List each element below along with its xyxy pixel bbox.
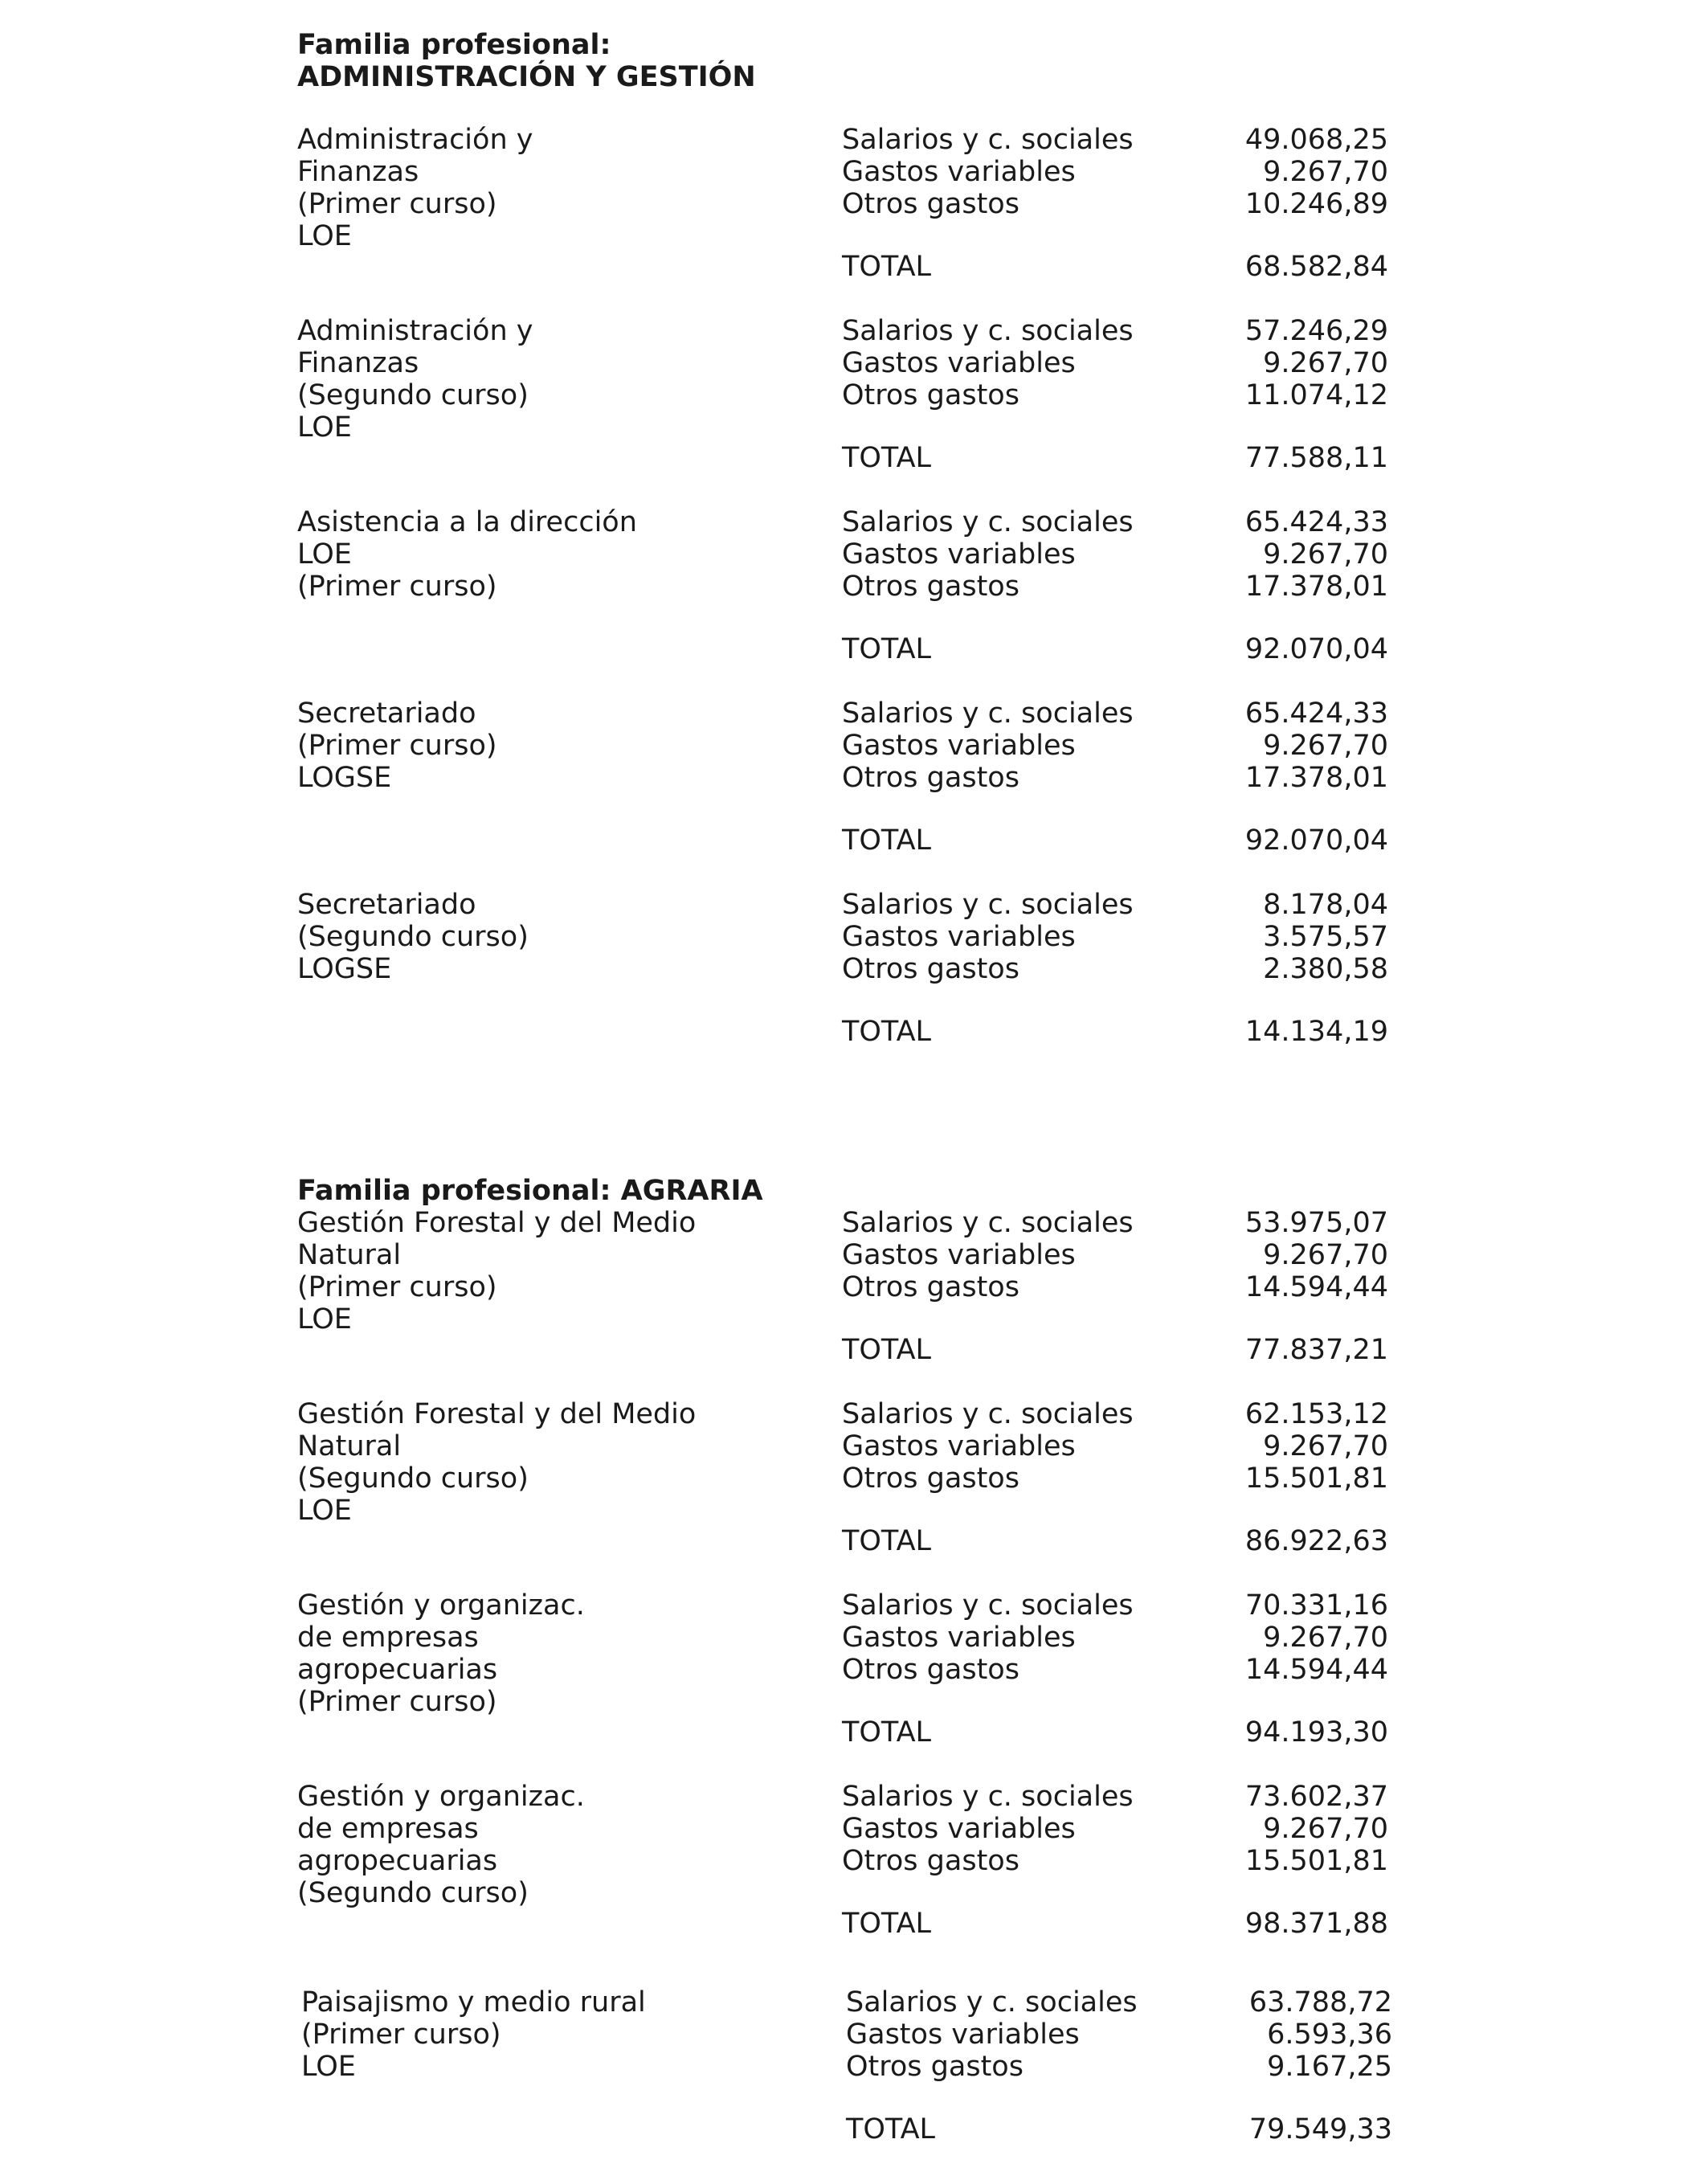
cost-item-value: 9.267,70 <box>1263 347 1388 379</box>
cost-item-row <box>842 1462 1404 1495</box>
cost-item-label: Gastos variables <box>842 921 1076 953</box>
desc-line: Natural <box>297 1430 402 1462</box>
total-row <box>842 442 1404 474</box>
cost-item-row <box>842 1239 1404 1271</box>
desc-line: LOGSE <box>297 953 392 985</box>
cost-item-label: Salarios y c. sociales <box>842 889 1134 921</box>
total-label: TOTAL <box>846 2113 936 2145</box>
cost-item-row <box>842 921 1404 953</box>
total-row <box>842 1716 1404 1749</box>
entry-description <box>297 1207 779 1335</box>
desc-line: Gestión y organizac. <box>297 1589 585 1622</box>
total-value: 92.070,04 <box>1244 633 1388 665</box>
desc-line: agropecuarias <box>297 1654 498 1686</box>
cost-item-label: Otros gastos <box>842 762 1019 794</box>
cost-item-label: Salarios y c. sociales <box>846 1986 1138 2019</box>
cost-item-value: 9.267,70 <box>1263 1622 1388 1654</box>
cost-item-value: 15.501,81 <box>1244 1845 1388 1877</box>
total-label: TOTAL <box>842 1716 932 1749</box>
total-row <box>846 2113 1408 2145</box>
total-value: 77.588,11 <box>1244 442 1388 474</box>
total-label: TOTAL <box>842 1016 932 1048</box>
cost-item-row <box>842 1430 1404 1462</box>
cost-item-label: Otros gastos <box>842 571 1019 603</box>
total-label: TOTAL <box>842 442 932 474</box>
total-row <box>842 824 1404 857</box>
cost-item-label: Gastos variables <box>846 2019 1080 2051</box>
family-title-agraria <box>297 1175 763 1207</box>
cost-item-row <box>842 1654 1404 1686</box>
family-title-line: ADMINISTRACIÓN Y GESTIÓN <box>297 61 756 93</box>
cost-item-value: 9.167,25 <box>1267 2051 1392 2083</box>
total-value: 77.837,21 <box>1244 1334 1388 1366</box>
total-value: 98.371,88 <box>1244 1908 1388 1940</box>
cost-item-row <box>842 379 1404 411</box>
total-row <box>842 251 1404 283</box>
desc-line: (Segundo curso) <box>297 1462 529 1495</box>
cost-item-row <box>842 315 1404 347</box>
desc-line: Gestión y organizac. <box>297 1781 585 1813</box>
cost-item-row <box>842 1845 1404 1877</box>
cost-item-value: 2.380,58 <box>1263 953 1388 985</box>
desc-line: LOE <box>297 538 352 571</box>
cost-item-label: Gastos variables <box>842 730 1076 762</box>
cost-item-label: Otros gastos <box>846 2051 1024 2083</box>
cost-item-row <box>842 889 1404 921</box>
desc-line: Finanzas <box>297 347 419 379</box>
total-value: 68.582,84 <box>1244 251 1388 283</box>
cost-item-label: Salarios y c. sociales <box>842 697 1134 730</box>
entry-description <box>297 315 779 444</box>
cost-item-label: Otros gastos <box>842 1462 1019 1495</box>
cost-item-row <box>842 1813 1404 1845</box>
desc-line: de empresas <box>297 1622 479 1654</box>
cost-item-row <box>842 347 1404 379</box>
total-row <box>842 1016 1404 1048</box>
cost-item-label: Salarios y c. sociales <box>842 124 1134 156</box>
total-label: TOTAL <box>842 1908 932 1940</box>
desc-line: Secretariado <box>297 889 476 921</box>
cost-item-label: Gastos variables <box>842 1622 1076 1654</box>
cost-item-label: Otros gastos <box>842 188 1019 220</box>
desc-line: Finanzas <box>297 156 419 188</box>
cost-items <box>842 124 1404 283</box>
desc-line: Administración y <box>297 315 533 347</box>
entry-description <box>297 1781 779 1909</box>
cost-item-value: 11.074,12 <box>1244 379 1388 411</box>
total-row <box>842 1908 1404 1940</box>
cost-items <box>842 1398 1404 1557</box>
total-value: 14.134,19 <box>1244 1016 1388 1048</box>
cost-item-label: Gastos variables <box>842 1430 1076 1462</box>
cost-item-value: 53.975,07 <box>1244 1207 1388 1239</box>
cost-items <box>842 315 1404 474</box>
desc-line: Asistencia a la dirección <box>297 506 637 538</box>
cost-items <box>842 506 1404 665</box>
cost-item-value: 9.267,70 <box>1263 1813 1388 1845</box>
desc-line: (Primer curso) <box>297 571 497 603</box>
cost-item-row <box>846 2019 1408 2051</box>
total-label: TOTAL <box>842 251 932 283</box>
cost-item-row <box>842 571 1404 603</box>
cost-items <box>842 1207 1404 1366</box>
total-value: 94.193,30 <box>1244 1716 1388 1749</box>
cost-item-label: Gastos variables <box>842 156 1076 188</box>
cost-item-value: 65.424,33 <box>1244 697 1388 730</box>
cost-items <box>846 1986 1408 2145</box>
cost-item-label: Salarios y c. sociales <box>842 315 1134 347</box>
cost-item-label: Otros gastos <box>842 1271 1019 1303</box>
desc-line: Gestión Forestal y del Medio <box>297 1207 697 1239</box>
cost-item-row <box>842 538 1404 571</box>
cost-item-label: Otros gastos <box>842 379 1019 411</box>
cost-item-value: 49.068,25 <box>1244 124 1388 156</box>
entry-description <box>297 697 779 794</box>
cost-item-row <box>842 1622 1404 1654</box>
cost-item-row <box>846 2051 1408 2083</box>
total-row <box>842 633 1404 665</box>
entry-description <box>297 506 779 603</box>
cost-item-value: 9.267,70 <box>1263 156 1388 188</box>
entry-description <box>297 124 779 252</box>
desc-line: (Primer curso) <box>297 188 497 220</box>
cost-item-value: 9.267,70 <box>1263 730 1388 762</box>
cost-item-value: 65.424,33 <box>1244 506 1388 538</box>
desc-line: (Primer curso) <box>297 730 497 762</box>
cost-item-row <box>842 1398 1404 1430</box>
total-label: TOTAL <box>842 1334 932 1366</box>
cost-item-value: 62.153,12 <box>1244 1398 1388 1430</box>
total-row <box>842 1334 1404 1366</box>
cost-item-value: 14.594,44 <box>1244 1654 1388 1686</box>
cost-item-value: 9.267,70 <box>1263 1430 1388 1462</box>
desc-line: (Primer curso) <box>297 1686 497 1718</box>
cost-item-row <box>842 1781 1404 1813</box>
desc-line: (Segundo curso) <box>297 1877 529 1909</box>
cost-items <box>842 1589 1404 1749</box>
cost-item-value: 17.378,01 <box>1244 762 1388 794</box>
entry-description <box>297 889 779 985</box>
cost-item-row <box>842 697 1404 730</box>
family-title-line: Familia profesional: <box>297 29 611 61</box>
cost-item-label: Otros gastos <box>842 1654 1019 1686</box>
desc-line: LOE <box>297 1303 352 1335</box>
cost-item-label: Gastos variables <box>842 1813 1076 1845</box>
cost-item-label: Gastos variables <box>842 538 1076 571</box>
total-value: 92.070,04 <box>1244 824 1388 857</box>
cost-item-value: 70.331,16 <box>1244 1589 1388 1622</box>
cost-items <box>842 697 1404 857</box>
cost-item-label: Gastos variables <box>842 347 1076 379</box>
total-value: 86.922,63 <box>1244 1525 1388 1557</box>
cost-item-row <box>842 188 1404 220</box>
desc-line: LOE <box>297 411 352 444</box>
cost-item-value: 3.575,57 <box>1263 921 1388 953</box>
cost-item-label: Salarios y c. sociales <box>842 1207 1134 1239</box>
total-value: 79.549,33 <box>1248 2113 1392 2145</box>
cost-item-row <box>846 1986 1408 2019</box>
cost-item-row <box>842 156 1404 188</box>
cost-item-value: 9.267,70 <box>1263 1239 1388 1271</box>
cost-item-row <box>842 1271 1404 1303</box>
cost-item-label: Otros gastos <box>842 953 1019 985</box>
cost-items <box>842 889 1404 1048</box>
cost-item-label: Gastos variables <box>842 1239 1076 1271</box>
cost-item-row <box>842 124 1404 156</box>
desc-line: LOGSE <box>297 762 392 794</box>
cost-item-value: 6.593,36 <box>1267 2019 1392 2051</box>
desc-line: Natural <box>297 1239 402 1271</box>
cost-item-row <box>842 1589 1404 1622</box>
desc-line: de empresas <box>297 1813 479 1845</box>
desc-line: (Primer curso) <box>297 1271 497 1303</box>
total-label: TOTAL <box>842 1525 932 1557</box>
desc-line: Secretariado <box>297 697 476 730</box>
cost-item-label: Salarios y c. sociales <box>842 1398 1134 1430</box>
cost-item-label: Otros gastos <box>842 1845 1019 1877</box>
cost-item-value: 8.178,04 <box>1263 889 1388 921</box>
desc-line: LOE <box>297 1495 352 1527</box>
cost-item-label: Salarios y c. sociales <box>842 1589 1134 1622</box>
cost-item-label: Salarios y c. sociales <box>842 1781 1134 1813</box>
cost-item-label: Salarios y c. sociales <box>842 506 1134 538</box>
desc-line: (Segundo curso) <box>297 921 529 953</box>
family-title-administracion <box>297 29 756 93</box>
total-row <box>842 1525 1404 1557</box>
desc-line: LOE <box>301 2051 356 2083</box>
cost-item-value: 14.594,44 <box>1244 1271 1388 1303</box>
desc-line: Paisajismo y medio rural <box>301 1986 646 2019</box>
desc-line: agropecuarias <box>297 1845 498 1877</box>
desc-line: Administración y <box>297 124 533 156</box>
cost-item-value: 73.602,37 <box>1244 1781 1388 1813</box>
cost-item-row <box>842 506 1404 538</box>
cost-item-row <box>842 1207 1404 1239</box>
cost-item-row <box>842 762 1404 794</box>
entry-description <box>297 1589 779 1718</box>
desc-line: Gestión Forestal y del Medio <box>297 1398 697 1430</box>
cost-item-row <box>842 953 1404 985</box>
desc-line: LOE <box>297 220 352 252</box>
cost-item-value: 63.788,72 <box>1248 1986 1392 2019</box>
cost-items <box>842 1781 1404 1940</box>
total-label: TOTAL <box>842 824 932 857</box>
cost-item-row <box>842 730 1404 762</box>
entry-description <box>297 1398 779 1527</box>
cost-item-value: 15.501,81 <box>1244 1462 1388 1495</box>
total-label: TOTAL <box>842 633 932 665</box>
cost-item-value: 57.246,29 <box>1244 315 1388 347</box>
cost-item-value: 10.246,89 <box>1244 188 1388 220</box>
cost-item-value: 9.267,70 <box>1263 538 1388 571</box>
cost-item-value: 17.378,01 <box>1244 571 1388 603</box>
entry-description <box>301 1986 783 2083</box>
desc-line: (Primer curso) <box>301 2019 501 2051</box>
family-title-line: Familia profesional: AGRARIA <box>297 1175 763 1207</box>
desc-line: (Segundo curso) <box>297 379 529 411</box>
